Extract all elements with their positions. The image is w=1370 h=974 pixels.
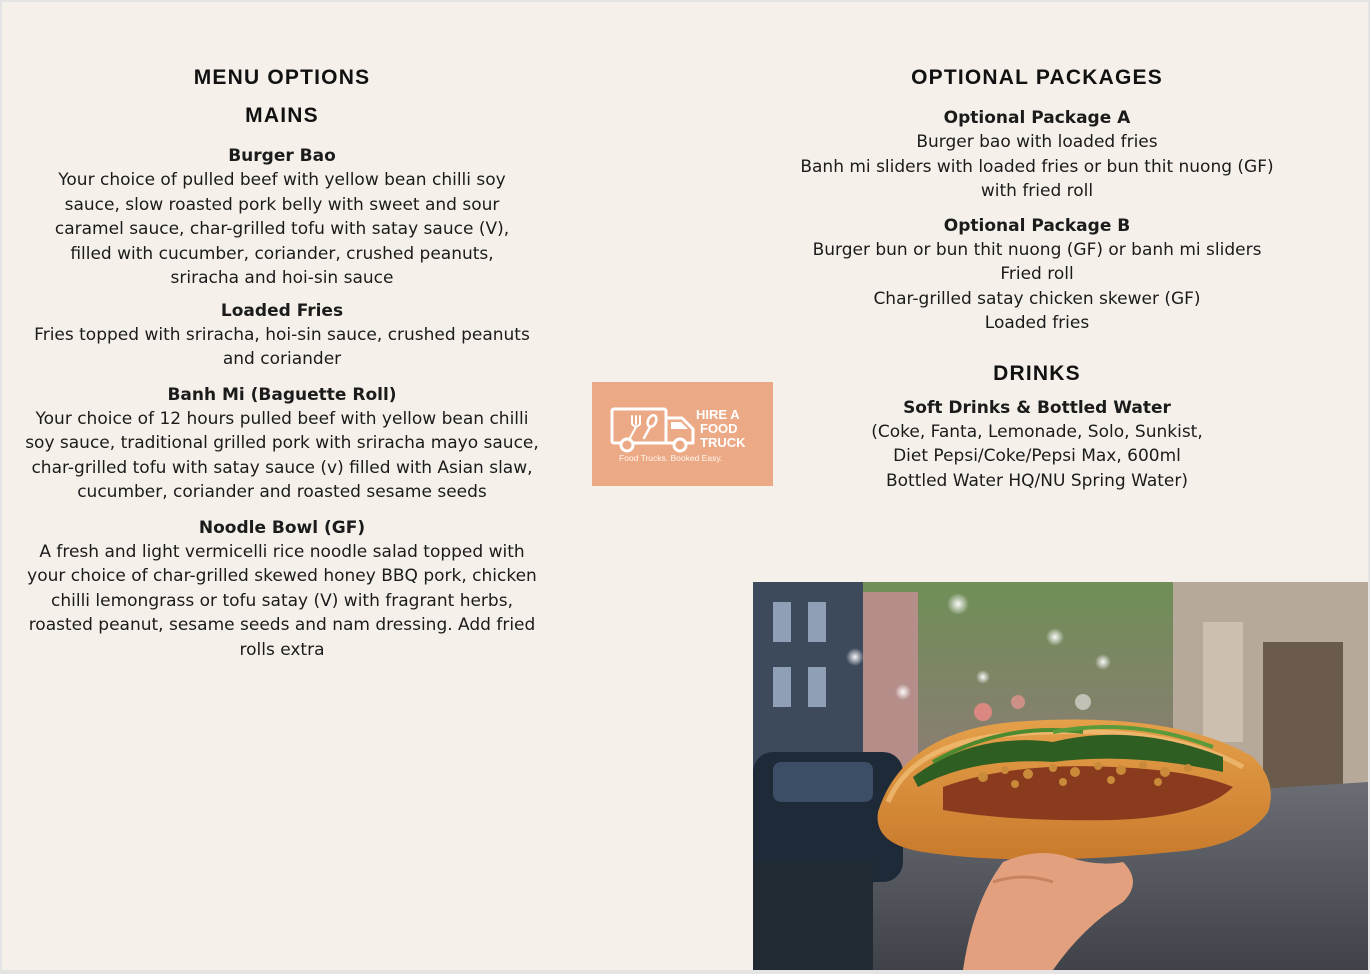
menu-item-noodle-bowl [20, 516, 544, 663]
food-truck-icon [592, 382, 773, 486]
drinks-list: (Coke, Fanta, Lemonade, Solo, Sunkist, Diet Pepsi/Coke/Pepsi Max, 600ml Bottled Water HQ/NU Spring Water) [871, 421, 1203, 491]
package-b [782, 214, 1292, 336]
menu-item-loaded-fries [20, 299, 544, 372]
drinks-heading: DRINKS [993, 361, 1081, 385]
menu-item-description: A fresh and light vermicelli rice noodle salad topped with your choice of char-grilled skewed honey BBQ pork, chicken chilli lemongrass or tofu satay (V) with fragrant herbs, roasted peanut, sesame seeds and nam dressing. Add fried rolls extra [27, 541, 537, 660]
package-a [782, 106, 1292, 204]
logo-line-2: FOOD [700, 421, 738, 436]
package-contents: Burger bun or bun thit nuong (GF) or banh mi sliders Fried roll Char-grilled satay chicken skewer (GF) Loaded fries [812, 239, 1262, 333]
menu-item-title: Banh Mi (Baguette Roll) [167, 384, 397, 405]
logo-tagline: Food Trucks. Booked Easy. [619, 453, 723, 463]
package-title: Optional Package A [943, 108, 1131, 128]
package-title: Optional Package B [943, 215, 1131, 236]
drinks-item [782, 396, 1292, 494]
optional-packages-heading: OPTIONAL PACKAGES [911, 66, 1163, 89]
optional-packages-column [782, 66, 1292, 493]
menu-item-description: Your choice of 12 hours pulled beef with yellow bean chilli soy sauce, traditional grilled pork with sriracha mayo sauce, char-grilled tofu with satay sauce (v) filled with Asian slaw, cucumber, coriander and roasted sesame seeds [25, 408, 539, 502]
menu-item-banh-mi [20, 383, 544, 505]
menu-item-burger-bao [20, 144, 544, 291]
menu-item-title: Burger Bao [228, 146, 336, 166]
menu-item-title: Noodle Bowl (GF) [198, 517, 366, 538]
logo-line-3: TRUCK [700, 435, 746, 450]
logo-line-1: HIRE A [696, 407, 740, 422]
menu-item-description: Your choice of pulled beef with yellow bean chilli soy sauce, slow roasted pork belly with sweet and sour caramel sauce, char-grilled tofu with satay sauce (V), filled with cucumber, coriander, crushed peanuts, sriracha and hoi-sin sauce [54, 170, 510, 288]
mains-heading: MAINS [245, 104, 319, 127]
menu-item-title: Loaded Fries [220, 300, 344, 321]
package-contents: Burger bao with loaded fries Banh mi sliders with loaded fries or bun thit nuong (GF) with fried roll [800, 132, 1274, 201]
menu-options-column [20, 66, 544, 662]
menu-options-heading: MENU OPTIONS [193, 66, 371, 89]
menu-page [2, 2, 1368, 970]
menu-item-description: Fries topped with sriracha, hoi-sin sauce, crushed peanuts and coriander [34, 324, 530, 369]
drinks-title: Soft Drinks & Bottled Water [903, 397, 1171, 418]
hire-a-food-truck-logo [592, 382, 773, 486]
banh-mi-photo [753, 582, 1368, 970]
